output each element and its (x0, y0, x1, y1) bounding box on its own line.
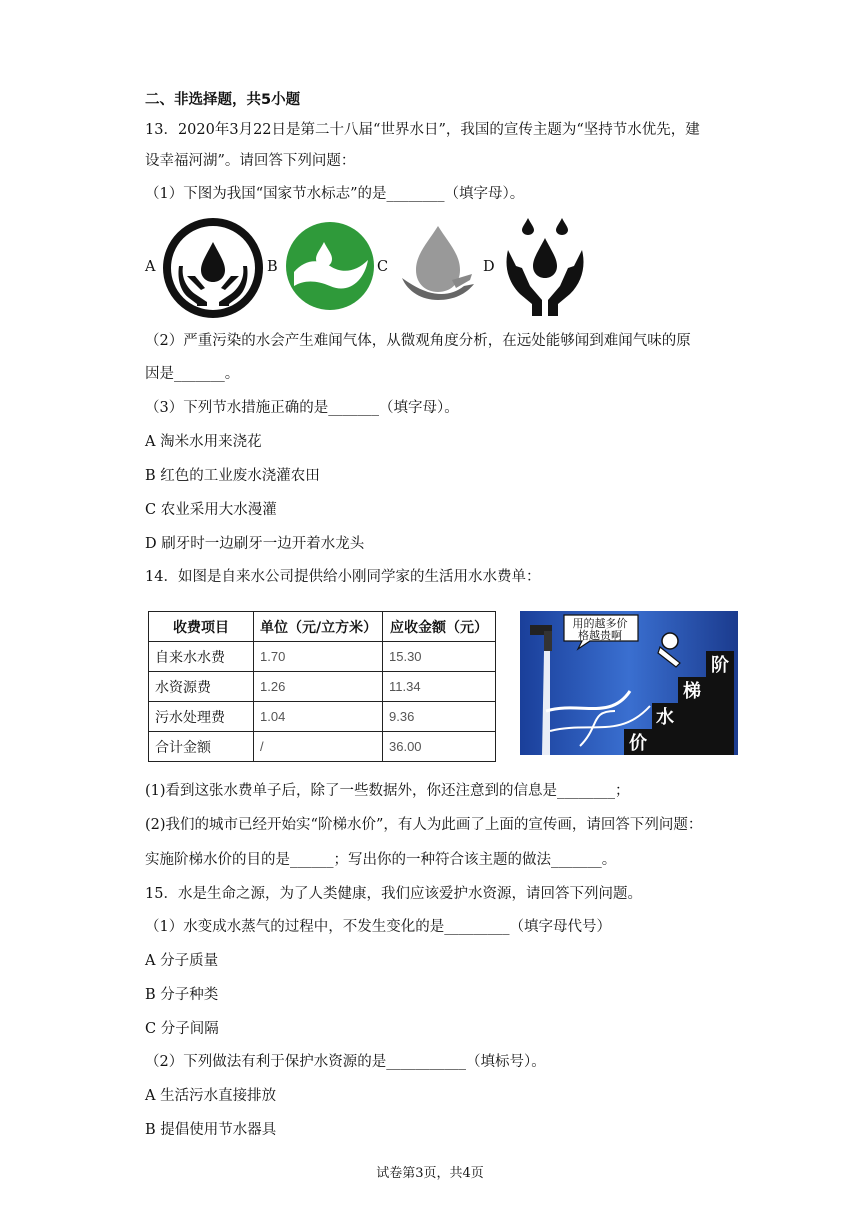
q15-part2-option-a: A 生活污水直接排放 (145, 1088, 277, 1104)
q15-part1: （1）水变成水蒸气的过程中，不发生变化的是_________（填字母代号） (145, 919, 611, 935)
poster-bubble-line1: 用的越多价 (572, 617, 628, 630)
water-bill-table (148, 611, 496, 762)
table-cell: 1.26 (254, 672, 383, 702)
table-cell: 水资源费 (149, 672, 254, 702)
q14-sub2-line1: (2)我们的城市已经开始实“阶梯水价”，有人为此画了上面的宣传画，请回答下列问题： (145, 817, 703, 833)
section-title: 二、非选择题，共5小题 (145, 92, 301, 108)
poster-step-char: 价 (629, 733, 647, 754)
table-cell: 9.36 (383, 702, 496, 732)
water-saving-logo-a (161, 218, 267, 318)
q15-part1-option-b: B 分子种类 (145, 987, 219, 1003)
q14-sub2-line2: 实施阶梯水价的目的是______；写出你的一种符合该主题的做法_______。 (145, 852, 617, 868)
table-cell: 合计金额 (149, 732, 254, 762)
q15-part1-option-c: C 分子间隔 (145, 1021, 219, 1037)
water-saving-logo-c (398, 222, 476, 304)
table-header-row (149, 612, 496, 642)
q13-part1: （1）下图为我国“国家节水标志”的是________（填字母）。 (145, 186, 525, 202)
poster-step-char: 阶 (711, 655, 729, 676)
q15-part2: （2）下列做法有利于保护水资源的是___________（填标号）。 (145, 1054, 546, 1070)
table-cell: 15.30 (383, 642, 496, 672)
table-cell: 36.00 (383, 732, 496, 762)
tiered-water-price-poster (520, 611, 738, 755)
table-cell: 污水处理费 (149, 702, 254, 732)
q13-option-d: D 刷牙时一边刷牙一边开着水龙头 (145, 536, 365, 552)
q15-part1-option-a: A 分子质量 (145, 953, 219, 969)
water-saving-logo-b (284, 220, 376, 312)
q13-part2-line2: 因是_______。 (145, 366, 240, 382)
poster-bubble-line2: 格越贵啊 (578, 629, 622, 642)
table-cell: 1.04 (254, 702, 383, 732)
q13-option-c: C 农业采用大水漫灌 (145, 502, 277, 518)
q14-intro: 14．如图是自来水公司提供给小刚同学家的生活用水水费单： (145, 569, 541, 585)
page-footer: 试卷第3页，共4页 (376, 1166, 484, 1181)
table-cell: / (254, 732, 383, 762)
table-header: 收费项目 (149, 612, 254, 642)
logo-label-a: A (145, 259, 156, 275)
logo-label-b: B (267, 259, 278, 275)
q13-option-b: B 红色的工业废水浇灌农田 (145, 468, 320, 484)
q15-part2-option-b: B 提倡使用节水器具 (145, 1122, 277, 1138)
table-cell: 11.34 (383, 672, 496, 702)
table-row (149, 642, 496, 672)
q13-stem-line2: 设幸福河湖”。请回答下列问题： (145, 153, 356, 169)
q13-part2-line1: （2）严重污染的水会产生难闻气体，从微观角度分析，在远处能够闻到难闻气味的原 (145, 333, 691, 349)
table-row (149, 702, 496, 732)
q15-intro: 15．水是生命之源，为了人类健康，我们应该爱护水资源，请回答下列问题。 (145, 886, 642, 902)
water-saving-logo-d (500, 216, 590, 318)
logo-label-c: C (377, 259, 389, 275)
table-cell: 1.70 (254, 642, 383, 672)
table-header: 单位（元/立方米） (254, 612, 383, 642)
table-row (149, 732, 496, 762)
poster-step-char: 水 (656, 707, 674, 728)
poster-step-char: 梯 (683, 681, 701, 702)
logo-label-d: D (483, 259, 495, 275)
table-cell: 自来水水费 (149, 642, 254, 672)
q13-part3: （3）下列节水措施正确的是_______（填字母）。 (145, 400, 459, 416)
table-header: 应收金额（元） (383, 612, 496, 642)
q13-stem-line1: 13．2020年3月22日是第二十八届“世界水日”，我国的宣传主题为“坚持节水优先，建 (145, 122, 700, 138)
table-row (149, 672, 496, 702)
q14-sub1: (1)看到这张水费单子后，除了一些数据外，你还注意到的信息是________； (145, 783, 630, 799)
q13-option-a: A 淘米水用来浇花 (145, 434, 262, 450)
